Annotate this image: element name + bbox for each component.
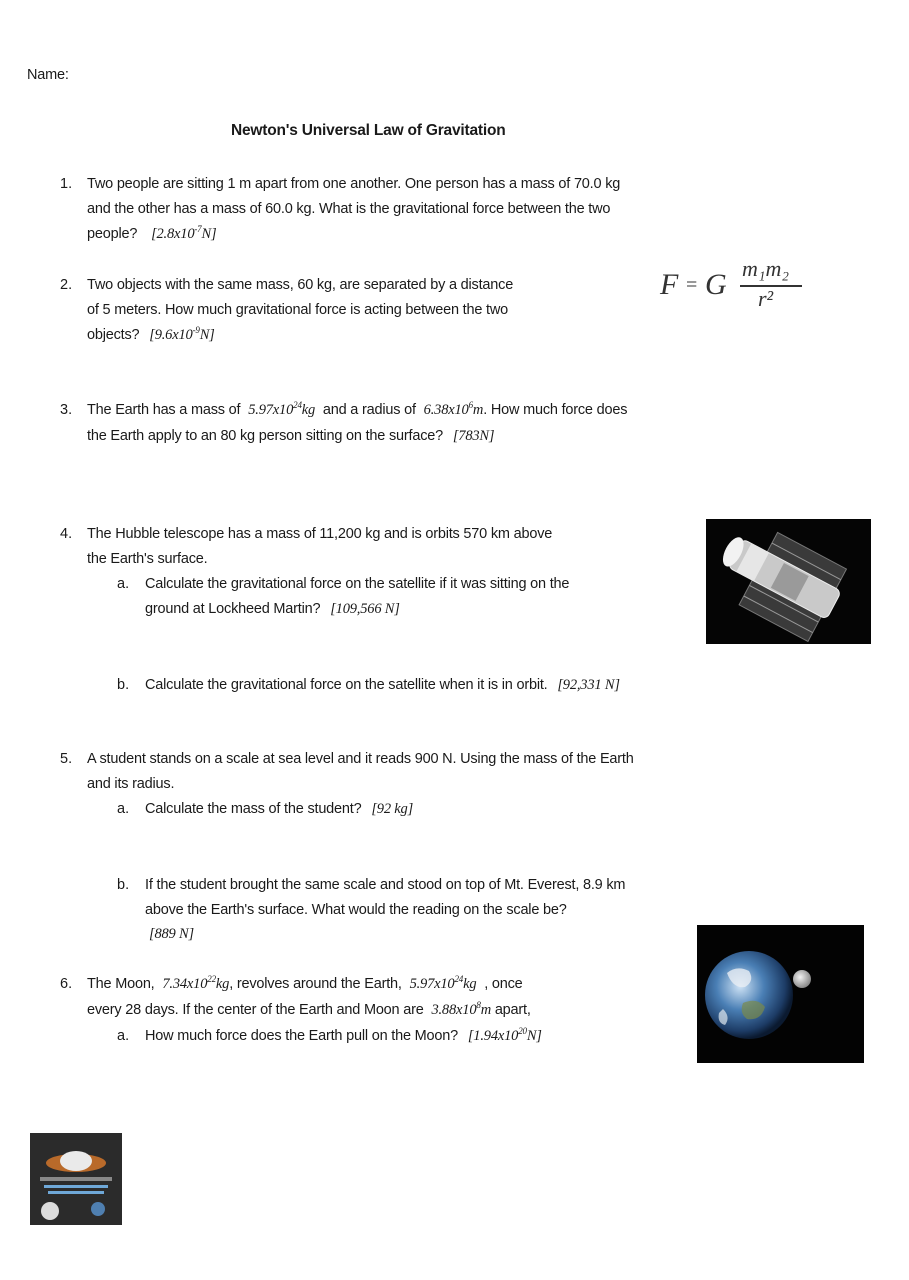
q4a-line2: ground at Lockheed Martin? [109,566 N] xyxy=(145,601,400,617)
gravitation-formula xyxy=(660,258,820,318)
q3-number: 3. xyxy=(60,402,73,418)
publisher-logo xyxy=(30,1133,122,1225)
q6-number: 6. xyxy=(60,976,73,992)
q5a-label: a. xyxy=(117,801,130,817)
q5b-label: b. xyxy=(117,877,130,893)
q5-line1: A student stands on a scale at sea level and it reads 900 N. Using the mass of the Earth xyxy=(87,751,634,767)
formula-g: G xyxy=(705,268,727,301)
q2-line2: of 5 meters. How much gravitational force is acting between the two xyxy=(87,302,509,318)
name-label: Name: xyxy=(27,67,69,83)
formula-equals: = xyxy=(686,274,698,296)
q1-line1: Two people are sitting 1 m apart from one another. One person has a mass of 70.0 kg xyxy=(87,176,621,192)
q4b-answer: [92,331 N] xyxy=(557,677,620,693)
q3-line2: the Earth apply to an 80 kg person sitting on the surface? [783N] xyxy=(87,428,495,444)
earth-mass-value: $5.97x10^{24}kg$ xyxy=(248,400,316,418)
q6-line2: every 28 days. If the center of the Earth and Moon are $3.88x10^8m$ apart, xyxy=(87,1000,531,1018)
q5b-line1: If the student brought the same scale and stood on top of Mt. Everest, 8.9 km xyxy=(145,877,626,893)
formula-numerator: m₁m₂ xyxy=(742,256,790,281)
q4a-line1: Calculate the gravitational force on the satellite if it was sitting on the xyxy=(145,576,570,592)
q1-answer: $[2.8x10^{-7}N]$ xyxy=(151,224,217,242)
q4a-answer: [109,566 N] xyxy=(330,601,400,617)
q2-line1: Two objects with the same mass, 60 kg, are separated by a distance xyxy=(87,277,514,293)
formula-denominator: r² xyxy=(758,286,774,311)
q2-number: 2. xyxy=(60,277,73,293)
q5b-answer: [889 N] xyxy=(149,926,194,942)
q2-question-end: objects? xyxy=(87,327,140,343)
q5a-answer: [92 kg] xyxy=(371,801,414,817)
earth-moon-distance: $3.88x10^8m$ xyxy=(431,1000,491,1018)
q4-line2: the Earth's surface. xyxy=(87,551,208,567)
q4b-label: b. xyxy=(117,677,130,693)
q1-line2: and the other has a mass of 60.0 kg. What is the gravitational force between the two xyxy=(87,201,611,217)
q5-number: 5. xyxy=(60,751,73,767)
q1-line3 xyxy=(87,221,216,247)
q5a-line1: Calculate the mass of the student? [92 kg] xyxy=(145,801,414,817)
hubble-telescope-icon xyxy=(706,519,871,644)
q1-number: 1. xyxy=(60,176,73,192)
q3-answer: [783N] xyxy=(452,428,495,444)
q3-line1: The Earth has a mass of $5.97x10^{24}kg$ and a radius of $6.38x10^6m$. How much force does xyxy=(87,400,628,418)
q4-line1: The Hubble telescope has a mass of 11,200 kg and is orbits 570 km above xyxy=(87,526,553,542)
q6-line1: The Moon, $7.34x10^{22}kg$, revolves around the Earth, $5.97x10^{24}kg$ , once xyxy=(87,974,523,992)
moon-mass-value: $7.34x10^{22}kg$ xyxy=(162,974,230,992)
hubble-telescope-photo xyxy=(706,519,871,644)
page-title: Newton's Universal Law of Gravitation xyxy=(231,122,506,139)
q4b-line1: Calculate the gravitational force on the satellite when it is in orbit. [92,331 N] xyxy=(145,677,620,693)
earth-moon-icon xyxy=(697,925,864,1063)
q1-question-end: people? xyxy=(87,226,138,242)
q2-line3 xyxy=(87,322,215,348)
q6a-line1: How much force does the Earth pull on the Moon? $[1.94x10^{20}N]$ xyxy=(145,1026,542,1044)
q6a-answer: $[1.94x10^{20}N]$ xyxy=(467,1026,542,1044)
q5-line2: and its radius. xyxy=(87,776,175,792)
q5b-line2: above the Earth's surface. What would the reading on the scale be? xyxy=(145,902,567,918)
earth-radius-value: $6.38x10^6m$ xyxy=(423,400,484,418)
earth-moon-photo xyxy=(697,925,864,1063)
formula-f: F xyxy=(660,268,679,301)
q2-answer: $[9.6x10^{-9}N]$ xyxy=(149,325,215,343)
q6a-label: a. xyxy=(117,1028,130,1044)
q4a-label: a. xyxy=(117,576,130,592)
earth-mass-value-q6: $5.97x10^{24}kg$ xyxy=(409,974,477,992)
q4-number: 4. xyxy=(60,526,73,542)
logo-icon xyxy=(30,1133,122,1225)
